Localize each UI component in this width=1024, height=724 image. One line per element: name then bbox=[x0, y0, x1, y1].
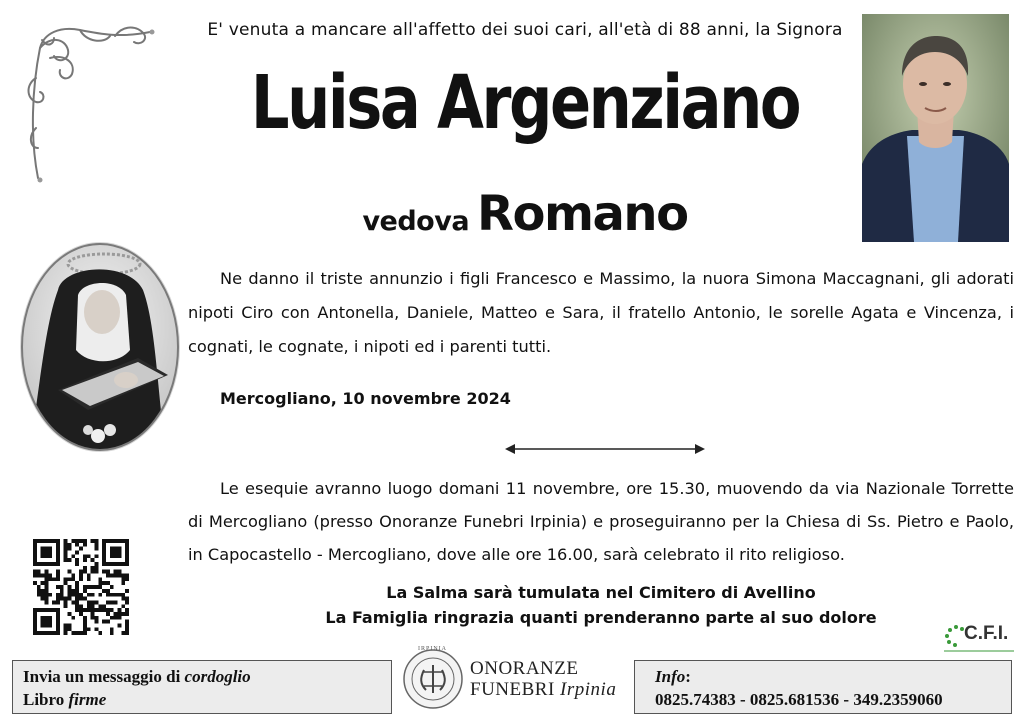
condolence-prefix: Invia un messaggio di bbox=[23, 667, 181, 686]
brand-text bbox=[470, 658, 616, 700]
widow-line bbox=[190, 186, 860, 242]
deceased-name: Luisa Argenziano bbox=[250, 60, 800, 146]
brand-line2-em: Irpinia bbox=[560, 679, 617, 700]
phone-numbers[interactable]: 0825.74383 - 0825.681536 - 349.2359060 bbox=[655, 690, 943, 709]
info-label: Info: bbox=[655, 667, 691, 686]
guestbook-em: firme bbox=[68, 690, 107, 709]
closing-thanks: La Famiglia ringrazia quanti prenderanno parte al suo dolore bbox=[325, 608, 877, 627]
intro-text: E' venuta a mancare all'affetto dei suoi cari, all'età di 88 anni, la Signora bbox=[207, 20, 843, 40]
condolence-box[interactable] bbox=[12, 660, 392, 714]
corner-ornament-icon bbox=[20, 18, 160, 188]
brand-line2 bbox=[470, 679, 616, 700]
guestbook-link[interactable] bbox=[23, 688, 381, 711]
funeral-seal-icon bbox=[402, 648, 464, 710]
info-box bbox=[634, 660, 1012, 714]
brand-line2-text: FUNEBRI bbox=[470, 679, 555, 700]
guestbook-prefix: Libro bbox=[23, 690, 65, 709]
qr-code-icon[interactable] bbox=[33, 539, 129, 635]
widow-surname: Romano bbox=[477, 186, 688, 242]
info-label-text: Info bbox=[655, 667, 686, 686]
announcement-paragraph: Ne danno il triste annunzio i figli Francesco e Massimo, la nuora Simona Maccagnani, gli adorati nipoti Ciro con Antonella, Daniele, Matteo e Sara, il fratello Antonio, le sorelle Agata e Vincenza, i cognati, le cognate, i nipoti ed i parenti tutti. bbox=[188, 269, 1014, 356]
seal-caption: IRPINIA bbox=[418, 646, 447, 652]
divider-arrow-icon bbox=[505, 442, 705, 456]
closing-lines bbox=[188, 580, 1014, 630]
closing-burial: La Salma sarà tumulata nel Cimitero di Avellino bbox=[386, 583, 816, 602]
cfi-text: C.F.I. bbox=[964, 623, 1009, 644]
funeral-home-brand bbox=[400, 646, 630, 720]
widow-prefix: vedova bbox=[362, 206, 470, 237]
condolence-em: cordoglio bbox=[184, 667, 251, 686]
cfi-logo bbox=[940, 620, 1016, 654]
saint-image bbox=[18, 240, 182, 454]
funeral-paragraph: Le esequie avranno luogo domani 11 novembre, ore 15.30, muovendo da via Nazionale Torrette di Mercogliano (presso Onoranze Funebri Irpinia) e proseguiranno per la Chiesa di Ss. Pietro e Paolo, in Capocastello - Mercogliano, dove alle ore 16.00, sarà celebrato il rito religioso. bbox=[188, 479, 1014, 564]
brand-line1: ONORANZE bbox=[470, 658, 579, 679]
portrait-photo bbox=[862, 14, 1009, 242]
dateline: Mercogliano, 10 novembre 2024 bbox=[220, 389, 511, 408]
send-condolence-link[interactable] bbox=[23, 665, 381, 688]
